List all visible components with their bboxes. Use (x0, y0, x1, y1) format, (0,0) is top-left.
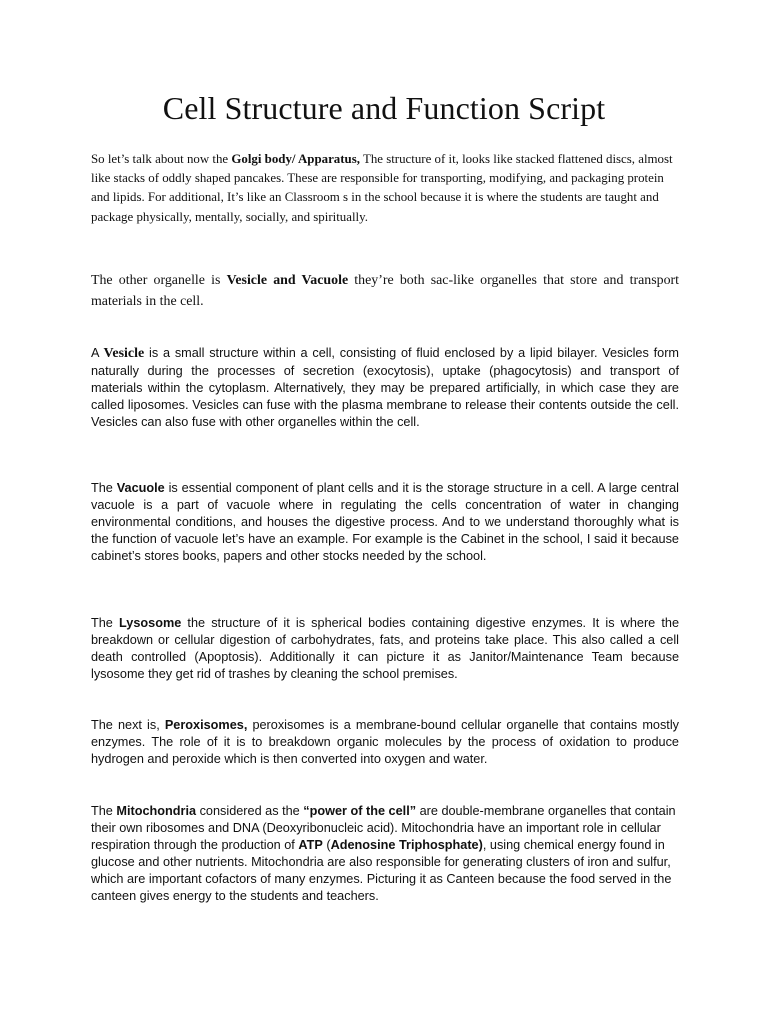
paragraph-vesicle-and-vacuole: The other organelle is Vesicle and Vacuole they’re both sac-like organelles that store and transport materials in the cell. (91, 273, 680, 309)
paragraph-lysosome: The Lysosome the structure of it is spherical bodies containing digestive enzymes. It is where the breakdown or cellular digestion of carbohydrates, fats, and proteins take place. This also called a cell death controlled (Apoptosis). Additionally it can picture it as Janitor/Maintenance Team because lysosome they get rid of trashes by cleaning the school premises. (91, 616, 679, 681)
paragraph-golgi-body: So let’s talk about now the Golgi body/ Apparatus, The structure of it, looks like stacked flattened discs, almost like stacks of oddly shaped pancakes. These are responsible for transporting, modifying, and packaging protein and lipids. For additional, It’s like an Classroom s in the school because it is where the students are taught and package physically, mentally, socially, and spiritually. (91, 152, 673, 224)
paragraph-vesicle: A Vesicle is a small structure within a cell, consisting of fluid enclosed by a lipid bilayer. Vesicles form naturally during the processes of secretion (exocytosis), uptake (phagocytosis) and transport of materials within the cytoplasm. Alternatively, they may be prepared artificially, in which case they are called liposomes. Vesicles can fuse with the plasma membrane to release their contents outside the cell. Vesicles can also fuse with other organelles within the cell. (91, 346, 679, 429)
paragraph-peroxisomes: The next is, Peroxisomes, peroxisomes is a membrane-bound cellular organelle that contains mostly enzymes. The role of it is to breakdown organic molecules by the process of oxidation to produce hydrogen and peroxide which is then converted into oxygen and water. (91, 718, 679, 766)
paragraph-vacuole: The Vacuole is essential component of plant cells and it is the storage structure in a cell. A large central vacuole is a part of vacuole where in regulating the cells concentration of water in changing environmental conditions, and houses the digestive process. And to we understand thoroughly what is the function of vacuole let’s have an example. For example is the Cabinet in the school, I said it because cabinet’s stores books, papers and other stocks needed by the school. (91, 481, 679, 563)
paragraph-mitochondria: The Mitochondria considered as the “power of the cell” are double-membrane organelles that contain their own ribosomes and DNA (Deoxyribonucleic acid). Mitochondria have an important role in cellular respiration through the production of ATP (Adenosine Triphosphate), using chemical energy found in glucose and other nutrients. Mitochondria are also responsible for generating clusters of iron and sulfur, which are important cofactors of many enzymes. Picturing it as Canteen because the food served in the canteen gives energy to the students and teachers. (91, 804, 676, 903)
page-title: Cell Structure and Function Script (162, 90, 606, 126)
